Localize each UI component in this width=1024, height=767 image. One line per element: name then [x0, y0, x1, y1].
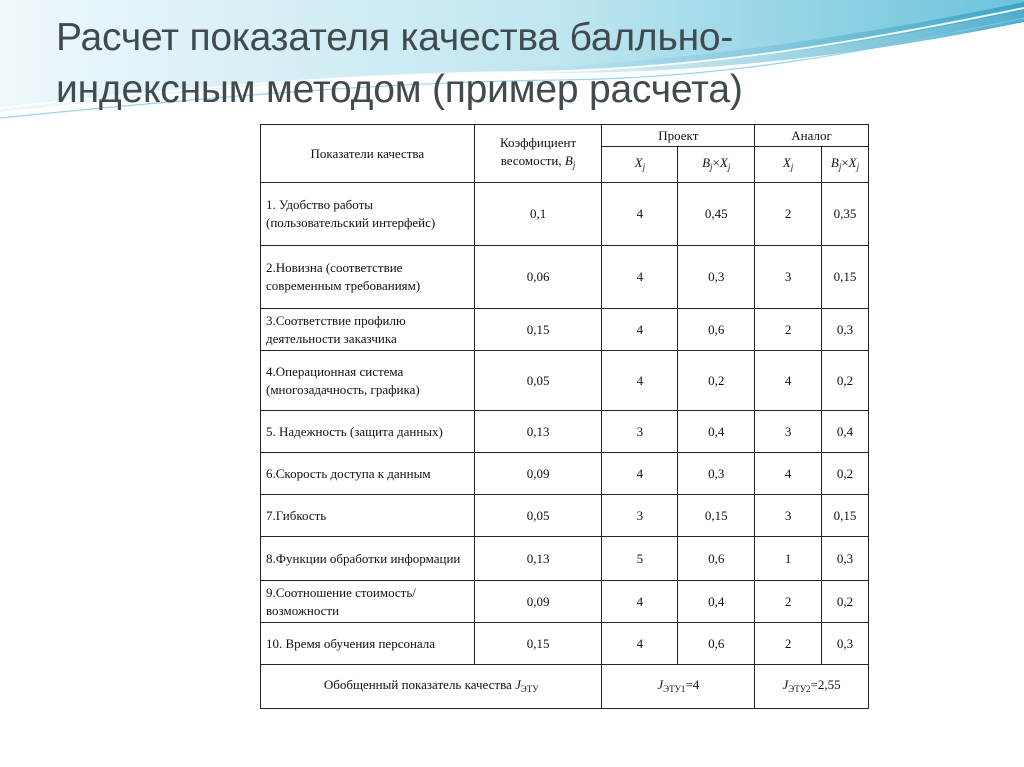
x-subscript: j — [856, 161, 860, 172]
x-symbol: X — [848, 154, 857, 170]
cell-project-x: 4 — [602, 309, 678, 351]
header-weight-label: Коэффициент весомости, — [499, 134, 577, 168]
table-row — [261, 309, 869, 351]
cell-analog-x: 2 — [755, 183, 822, 246]
x-subscript: j — [727, 161, 731, 172]
x-symbol: X — [782, 154, 791, 170]
cell-project-x: 4 — [602, 623, 678, 665]
table-row — [261, 537, 869, 581]
header-analog-x — [755, 147, 822, 183]
project-total: =4 — [685, 676, 700, 692]
analog-total: =2,55 — [810, 676, 841, 692]
j-symbol: J — [782, 676, 789, 692]
cell-analog-bx: 0,2 — [822, 581, 869, 623]
times-sign: × — [841, 154, 849, 170]
j-subscript: ЭТУ1 — [663, 683, 686, 694]
x-symbol: X — [634, 154, 643, 170]
cell-analog-bx: 0,15 — [822, 495, 869, 537]
quality-table — [260, 124, 869, 709]
j-symbol: J — [657, 676, 664, 692]
cell-weight: 0,13 — [474, 537, 602, 581]
b-symbol: B — [702, 154, 711, 170]
cell-analog-x: 4 — [755, 351, 822, 411]
b-subscript: j — [838, 161, 842, 172]
table-row — [261, 246, 869, 309]
cell-analog-x: 4 — [755, 453, 822, 495]
cell-analog-bx: 0,4 — [822, 411, 869, 453]
cell-analog-bx: 0,15 — [822, 246, 869, 309]
footer-project-value — [602, 665, 755, 709]
j-symbol: J — [515, 676, 521, 692]
cell-weight: 0,06 — [474, 246, 602, 309]
page-title-line-2: индексным методом (пример расчета) — [56, 68, 743, 111]
table-row — [261, 351, 869, 411]
cell-analog-x: 3 — [755, 495, 822, 537]
cell-weight: 0,13 — [474, 411, 602, 453]
page-title — [56, 12, 956, 116]
cell-weight: 0,1 — [474, 183, 602, 246]
cell-indicator: 8.Функции обработки информации — [261, 537, 475, 581]
header-weight — [474, 125, 602, 183]
header-project-bx — [678, 147, 755, 183]
header-weight-subscript: j — [572, 159, 576, 170]
cell-weight: 0,09 — [474, 453, 602, 495]
table-row — [261, 623, 869, 665]
header-indicators: Показатели качества — [261, 125, 475, 183]
header-weight-symbol: B — [564, 152, 573, 168]
cell-project-bx: 0,6 — [678, 537, 755, 581]
footer-label-text: Обобщенный показатель качества — [323, 676, 512, 692]
cell-project-bx: 0,4 — [678, 581, 755, 623]
cell-project-x: 3 — [602, 411, 678, 453]
cell-indicator: 1. Удобство работы (пользовательский интерфейс) — [261, 183, 475, 246]
table-row — [261, 495, 869, 537]
cell-project-bx: 0,45 — [678, 183, 755, 246]
header-project: Проект — [602, 125, 755, 147]
cell-project-bx: 0,2 — [678, 351, 755, 411]
cell-analog-bx: 0,2 — [822, 351, 869, 411]
cell-project-bx: 0,3 — [678, 453, 755, 495]
cell-indicator: 6.Скорость доступа к данным — [261, 453, 475, 495]
cell-project-x: 4 — [602, 581, 678, 623]
cell-weight: 0,05 — [474, 495, 602, 537]
cell-indicator: 5. Надежность (защита данных) — [261, 411, 475, 453]
cell-project-x: 4 — [602, 183, 678, 246]
cell-project-bx: 0,6 — [678, 309, 755, 351]
cell-indicator: 10. Время обучения персонала — [261, 623, 475, 665]
cell-project-x: 5 — [602, 537, 678, 581]
x-subscript: j — [642, 161, 646, 172]
table-row — [261, 183, 869, 246]
cell-weight: 0,15 — [474, 623, 602, 665]
cell-project-x: 4 — [602, 351, 678, 411]
j-subscript: ЭТУ — [520, 683, 539, 694]
table-row — [261, 411, 869, 453]
cell-analog-bx: 0,3 — [822, 309, 869, 351]
page-title-line-1: Расчет показателя качества балльно- — [56, 16, 734, 59]
header-project-x — [602, 147, 678, 183]
table-row — [261, 581, 869, 623]
x-subscript: j — [790, 161, 794, 172]
cell-project-x: 4 — [602, 246, 678, 309]
cell-weight: 0,15 — [474, 309, 602, 351]
cell-indicator: 4.Операционная система (многозадачность, графика) — [261, 351, 475, 411]
cell-analog-bx: 0,3 — [822, 537, 869, 581]
cell-analog-x: 1 — [755, 537, 822, 581]
times-sign: × — [712, 154, 720, 170]
footer-label — [261, 665, 602, 709]
cell-project-bx: 0,15 — [678, 495, 755, 537]
cell-project-bx: 0,4 — [678, 411, 755, 453]
table-header-row — [261, 125, 869, 147]
cell-analog-bx: 0,2 — [822, 453, 869, 495]
cell-weight: 0,05 — [474, 351, 602, 411]
header-analog-bx — [822, 147, 869, 183]
b-subscript: j — [710, 161, 713, 172]
cell-project-x: 4 — [602, 453, 678, 495]
cell-weight: 0,09 — [474, 581, 602, 623]
cell-indicator: 9.Соотношение стоимость/возможности — [261, 581, 475, 623]
x-symbol: X — [719, 154, 728, 170]
cell-analog-x: 2 — [755, 623, 822, 665]
header-analog: Аналог — [755, 125, 869, 147]
j-subscript: ЭТУ2 — [788, 683, 811, 694]
table-footer-row — [261, 665, 869, 709]
footer-analog-value — [755, 665, 869, 709]
cell-analog-x: 2 — [755, 581, 822, 623]
table-row — [261, 453, 869, 495]
cell-project-bx: 0,6 — [678, 623, 755, 665]
b-symbol: B — [830, 154, 839, 170]
cell-analog-x: 3 — [755, 246, 822, 309]
cell-indicator: 2.Новизна (соответствие современным требованиям) — [261, 246, 475, 309]
cell-analog-bx: 0,3 — [822, 623, 869, 665]
cell-analog-x: 2 — [755, 309, 822, 351]
cell-indicator: 7.Гибкость — [261, 495, 475, 537]
cell-indicator: 3.Соответствие профилю деятельности заказчика — [261, 309, 475, 351]
cell-project-bx: 0,3 — [678, 246, 755, 309]
cell-project-x: 3 — [602, 495, 678, 537]
cell-analog-bx: 0,35 — [822, 183, 869, 246]
cell-analog-x: 3 — [755, 411, 822, 453]
